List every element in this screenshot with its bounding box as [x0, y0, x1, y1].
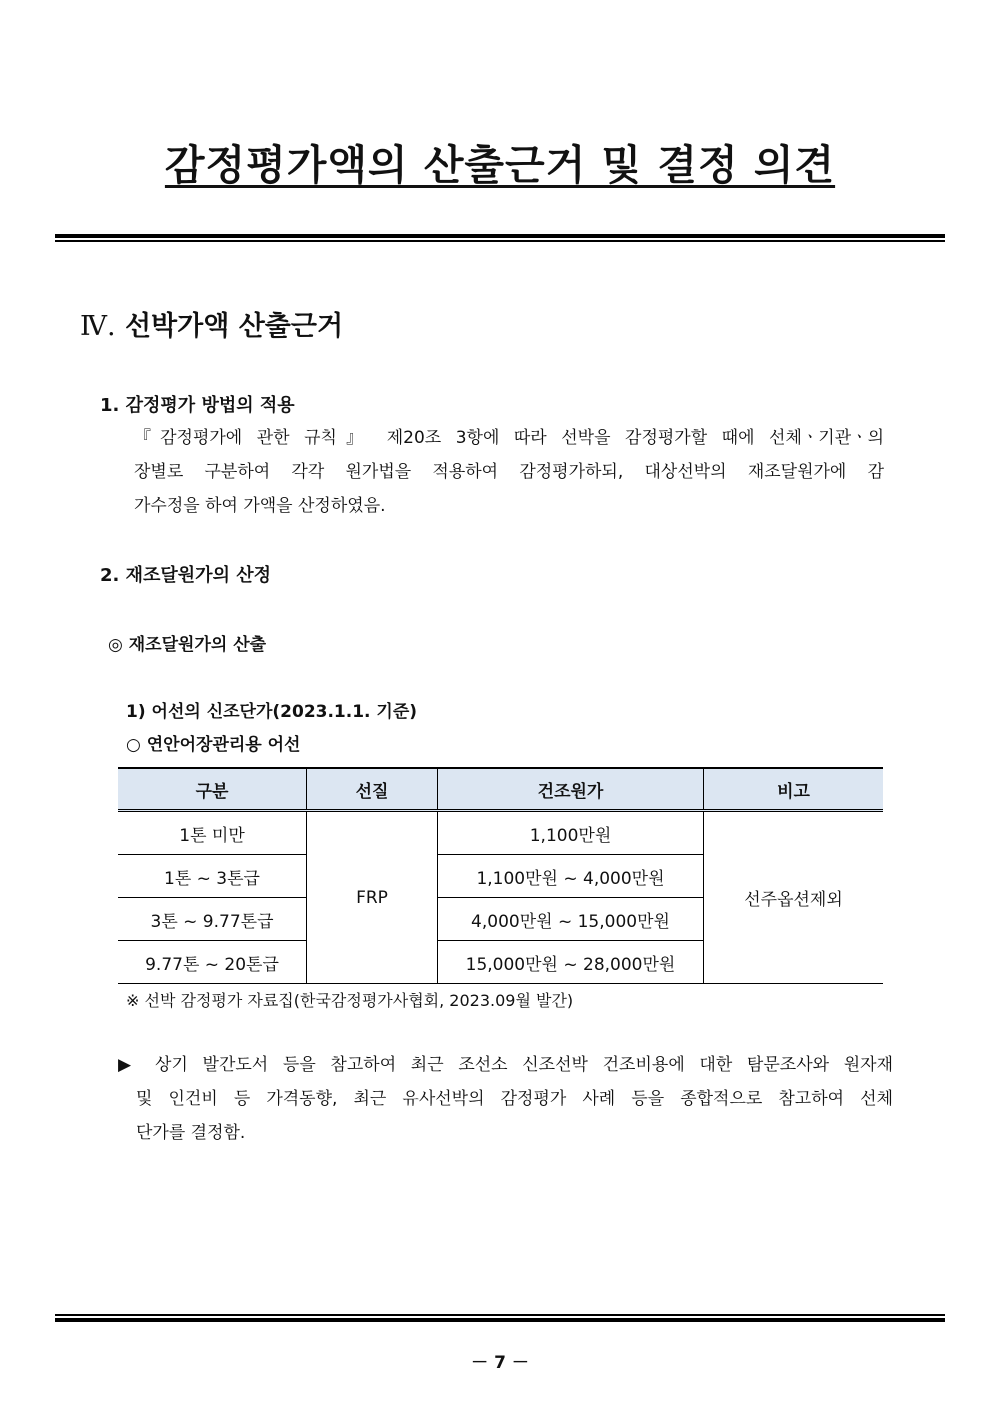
category-cell: 1톤 미만	[118, 811, 307, 855]
section-numeral: Ⅳ.	[80, 311, 116, 342]
paragraph-line: 및 인건비 등 가격동향, 최근 유사선박의 감정평가 사례 등을 종합적으로 참고하여 선체	[136, 1089, 893, 1109]
table-header-cell: 비고	[704, 768, 884, 811]
cost-cell: 4,000만원 ~ 15,000만원	[438, 898, 704, 941]
conclusion-paragraph	[118, 1048, 893, 1150]
header-divider	[55, 234, 945, 242]
category-cell: 1톤 ~ 3톤급	[118, 855, 307, 898]
item-2-heading: ○ 연안어장관리용 어선	[126, 735, 301, 755]
paragraph-line: 장별로 구분하여 각각 원가법을 적용하여 감정평가하되, 대상선박의 재조달원가에 감	[134, 462, 884, 482]
table-header-row	[118, 768, 883, 811]
remark-cell: 선주옵션제외	[704, 811, 884, 984]
cost-cell: 1,100만원	[438, 811, 704, 855]
material-cell: FRP	[307, 811, 438, 984]
page-number: － 7 －	[471, 1353, 529, 1373]
subsection-1-paragraph	[134, 421, 884, 523]
table-header-cell: 건조원가	[438, 768, 704, 811]
table-header-cell: 선질	[307, 768, 438, 811]
section-title: 선박가액 산출근거	[124, 311, 344, 342]
bullet-heading: ◎ 재조달원가의 산출	[108, 635, 267, 655]
paragraph-line: 가수정을 하여 가액을 산정하였음.	[134, 496, 386, 516]
cost-table	[118, 767, 883, 984]
paragraph-line: ▶ 상기 발간도서 등을 참고하여 최근 조선소 신조선박 건조비용에 대한 탐문조사와 원자재	[118, 1055, 893, 1075]
subsection-1-heading: 1. 감정평가 방법의 적용	[100, 395, 295, 416]
category-cell: 3톤 ~ 9.77톤급	[118, 898, 307, 941]
footer-divider	[55, 1314, 945, 1322]
source-note: ※ 선박 감정평가 자료집(한국감정평가사협회, 2023.09월 발간)	[126, 991, 574, 1010]
cost-cell: 1,100만원 ~ 4,000만원	[438, 855, 704, 898]
section-heading	[80, 304, 343, 343]
cost-cell: 15,000만원 ~ 28,000만원	[438, 941, 704, 984]
paragraph-line: 『감정평가에 관한 규칙』 제20조 3항에 따라 선박을 감정평가할 때에 선체ㆍ기관ㆍ의	[134, 428, 884, 448]
category-cell: 9.77톤 ~ 20톤급	[118, 941, 307, 984]
paragraph-line: 단가를 결정함.	[136, 1123, 246, 1143]
item-1-heading: 1) 어선의 신조단가(2023.1.1. 기준)	[126, 702, 418, 722]
table-row	[118, 811, 883, 855]
subsection-2-heading: 2. 재조달원가의 산정	[100, 565, 271, 586]
document-title	[0, 132, 1000, 191]
table-header-cell: 구분	[118, 768, 307, 811]
document-title-text: 감정평가액의 산출근거 및 결정 의견	[164, 141, 836, 189]
